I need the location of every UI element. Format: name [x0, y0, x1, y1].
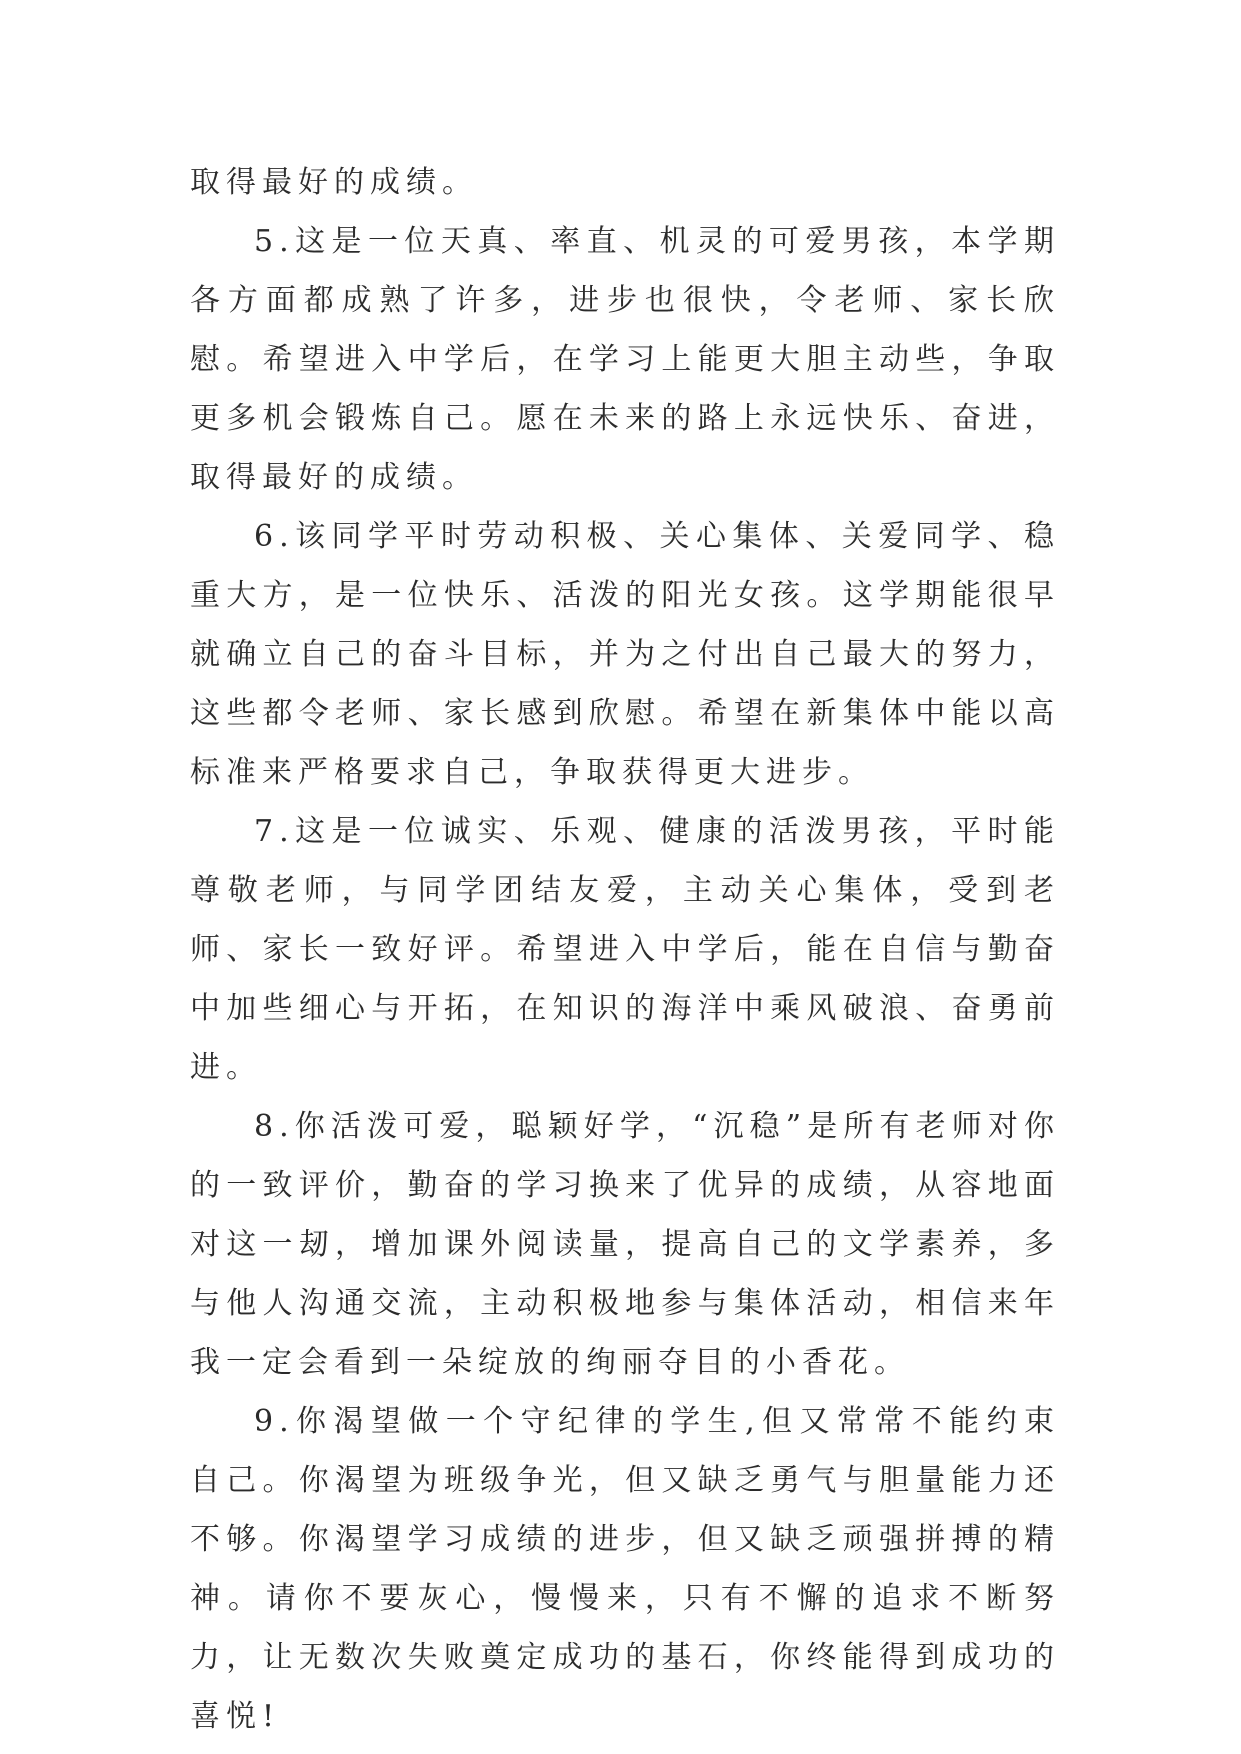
paragraph-comment-9: 9.你渴望做一个守纪律的学生,但又常常不能约束自己。你渴望为班级争光，但又缺乏勇气与胆量能力还不够。你渴望学习成绩的进步，但又缺乏顽强拼搏的精神。请你不要灰心，慢慢来，只有不懈的追求不断努力，让无数次失败奠定成功的基石，你终能得到成功的喜悦! [190, 1404, 1060, 1734]
paragraph-comment-6: 6.该同学平时劳动积极、关心集体、关爱同学、稳重大方，是一位快乐、活泼的阳光女孩。这学期能很早就确立自己的奋斗目标，并为之付出自己最大的努力，这些都令老师、家长感到欣慰。希望在新集体中能以高标准来严格要求自己，争取获得更大进步。 [190, 519, 1060, 790]
paragraph-comment-5: 5.这是一位天真、率直、机灵的可爱男孩，本学期各方面都成熟了许多，进步也很快，令老师、家长欣慰。希望进入中学后，在学习上能更大胆主动些，争取更多机会锻炼自己。愿在未来的路上永远快乐、奋进，取得最好的成绩。 [190, 224, 1060, 495]
paragraph-comment-8: 8.你活泼可爱，聪颖好学，“沉稳”是所有老师对你的一致评价，勤奋的学习换来了优异的成绩，从容地面对这一刼，增加课外阅读量，提高自己的文学素养，多与他人沟通交流，主动积极地参与集体活动，相信来年我一定会看到一朵绽放的绚丽夺目的小香花。 [190, 1109, 1060, 1380]
document-body [190, 153, 1060, 1746]
paragraph-comment-7: 7.这是一位诚实、乐观、健康的活泼男孩，平时能尊敬老师，与同学团结友爱，主动关心集体，受到老师、家长一致好评。希望进入中学后，能在自信与勤奋中加些细心与开拓，在知识的海洋中乘风破浪、奋勇前进。 [190, 814, 1060, 1085]
paragraph-continuation: 取得最好的成绩。 [190, 165, 478, 200]
